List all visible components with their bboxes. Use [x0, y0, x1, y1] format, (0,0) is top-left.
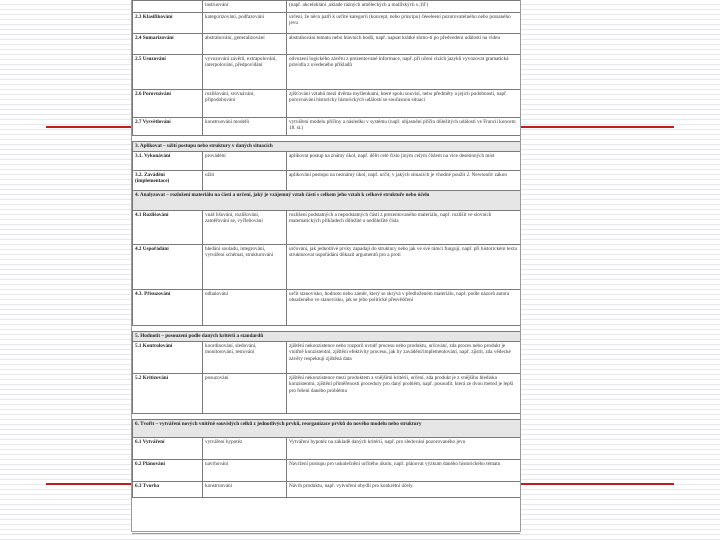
category-cell: 4.1 Rozlišování	[133, 211, 203, 245]
description-cell: vytváření modelu příčiny a následku v systému (např. objasnění příčin důležitých událostí ve Francii koncem 18. st.)	[287, 118, 521, 136]
description-cell: určování, jak jednotlivé prvky zapadají do struktury nebo jak ve své rámci fungují, např. při historickém textu strukturovat uspořádání důkazů argumentů pro a proti	[287, 245, 521, 290]
description-cell: (např. akceleklání ,uklade rázných uměleckých a malířských s.;řil')	[287, 1, 521, 13]
category-cell: 3.2. Zavádění (implementace)	[133, 171, 203, 191]
description-cell: zjištění nekonzistence nebo rozporů uvnitř procesu nebo produktu, určování, zda proces nebo produkt je vnitřně konzistentní, zjištění efektivity procesu, jak by zavádění/implementování, např. zjistit, zda vědecké závěry respektují zjištěná data	[287, 342, 521, 374]
description-cell: aplikování postupu na neznámý úkol, např. určit, v jakých situacích je vhodné použít 2. Newtonův zákon	[287, 171, 521, 191]
section-heading-row	[133, 142, 521, 152]
table-row	[133, 374, 521, 414]
description-cell: Vytváření hypotéz na základě daných kritérií, např. pro sledování pozorovaného jevu	[287, 438, 521, 460]
section-heading-row	[133, 420, 521, 438]
table-row	[133, 460, 521, 482]
taxonomy-table	[132, 0, 520, 498]
description-cell: zjištění nekonzistence mezi produktem a vnějšími kritérii, určení, zda produkt je z vnějšího hlediska konzistentní, zjištění přiměřenosti procedury pro daný problém, např. posoudit, která ze dvou metod je lepší pro řešení daného problému	[287, 374, 521, 414]
category-cell: 2.7 Vysvětlování	[133, 118, 203, 136]
table-row	[133, 171, 521, 191]
category-cell: 2.4 Sumarizování	[133, 34, 203, 55]
description-cell: Návrh produktu, např. vytvoření obydlí pro konkrétní účely.	[287, 482, 521, 498]
section-heading-row	[133, 191, 521, 211]
section-heading: 4. Analyzovat – rozložení materiálu na části a určení, jaký je vzájemný vztah částí s celkem jeho vztah k celkové struktuře nebo účelu	[133, 191, 521, 211]
section-heading: 6. Tvořit – vytváření nových vnitřně souvislých celků z jednotlivých prvků, reorganizace prvků do nového modelu nebo struktury	[133, 420, 521, 438]
verbs-cell: abstrahování, generalizování	[203, 34, 287, 55]
table-row	[133, 55, 521, 90]
description-cell: aplikovat postup na známý úkol, např. dělit celé číslo jiným celým číslem na více desetinných míst	[287, 152, 521, 171]
category-cell: 6.2 Plánování	[133, 460, 203, 482]
section-heading: 3. Aplikovat – užití postupu nebo struktury v daných situacích	[133, 142, 521, 152]
verbs-cell: užití	[203, 171, 287, 191]
description-cell: určit stanovisko, hodnotu nebo záměr, který se skrývá v předloženém materiálu, např. podle názorů autora obsaženého ve stanovisku, jak se jeho politické přesvědčení	[287, 290, 521, 326]
table-row	[133, 211, 521, 245]
verbs-cell: vnáš lišování, rozlišování, zaměřování se, vyčleňování	[203, 211, 287, 245]
verbs-cell: konstruování modelů	[203, 118, 287, 136]
verbs-cell: kategorizování, podřazování	[203, 13, 287, 34]
verbs-cell: hledání souladu, integrování, vytváření schémat, strukturování	[203, 245, 287, 290]
verbs-cell: rozlišování, srovnávání, připodobování	[203, 90, 287, 118]
category-cell: 6.3 Tvorba	[133, 482, 203, 498]
table-row	[133, 118, 521, 136]
table-row	[133, 1, 521, 13]
verbs-cell: provádění	[203, 152, 287, 171]
verbs-cell: odhalování	[203, 290, 287, 326]
category-cell: 2.3 Klasifikování	[133, 13, 203, 34]
description-cell: rozlišení podstatných a nepodstatných částí z prezentovaného materiálu, např. rozlišit ve slovních matematických příkladech důležité a nedůležité čísla	[287, 211, 521, 245]
verbs-cell: instruování	[203, 1, 287, 13]
red-accent-line-right-lower	[520, 483, 674, 485]
verbs-cell: posuzování	[203, 374, 287, 414]
red-accent-line-right-upper	[520, 126, 674, 128]
table-row	[133, 245, 521, 290]
table-row	[133, 290, 521, 326]
verbs-cell: vytváření hypotéz	[203, 438, 287, 460]
description-cell: zjišťování vztahů mezi dvěma myšlenkami, které spolu souvisí, nebo předměty a jejich podobností, např. porovnávání historicky historických událostí se současnou situací	[287, 90, 521, 118]
scanned-taxonomy-page	[132, 0, 520, 531]
category-cell: 2.5 Usuzování	[133, 55, 203, 90]
table-row	[133, 438, 521, 460]
category-cell: 5.2 Kritizování	[133, 374, 203, 414]
verbs-cell: navrhování	[203, 460, 287, 482]
table-row	[133, 482, 521, 498]
table-row	[133, 90, 521, 118]
table-row	[133, 34, 521, 55]
verbs-cell: vyvozování závěrů, extrapolování, interpolování, předpovídání	[203, 55, 287, 90]
description-cell: určení, že něco patří k určité kategorii (koncept, nebo principu) čéeeleení pozorovatelného nebo porsaného jevu	[287, 13, 521, 34]
red-accent-line-left-lower	[46, 483, 132, 485]
category-cell: 6.1 Vytváření	[133, 438, 203, 460]
category-cell	[133, 1, 203, 13]
verbs-cell: koordinování, sledování, monitorování, testování	[203, 342, 287, 374]
category-cell: 4.2 Uspořádání	[133, 245, 203, 290]
section-heading: 5. Hodnotit – posouzení podle daných kritérií a standardů	[133, 332, 521, 342]
category-cell: 2.6 Porovnávání	[133, 90, 203, 118]
description-cell: odvození logického závěru z prezentované informace, např. při učení cizích jazyků vyvozovat gramatická pravidla z uvedeného příkladů	[287, 55, 521, 90]
category-cell: 3.1. Vykonávání	[133, 152, 203, 171]
table-row	[133, 152, 521, 171]
section-heading-row	[133, 332, 521, 342]
taxonomy-table-body	[133, 1, 521, 498]
description-cell: abstrahování tematu nebo hlavních bodů, např. napsat krátké shrno-tí po předvedení událostí na videu	[287, 34, 521, 55]
page-bottom-rule	[132, 533, 520, 534]
description-cell: Navržení postupu pro uskutečnění určitého úkolu, např. plánovat výzkum daného historického tématu	[287, 460, 521, 482]
table-row	[133, 342, 521, 374]
category-cell: 5.1 Kontrolování	[133, 342, 203, 374]
table-row	[133, 13, 521, 34]
verbs-cell: konstruování	[203, 482, 287, 498]
red-accent-line-left-upper	[46, 126, 132, 128]
category-cell: 4.3. Přisuzování	[133, 290, 203, 326]
